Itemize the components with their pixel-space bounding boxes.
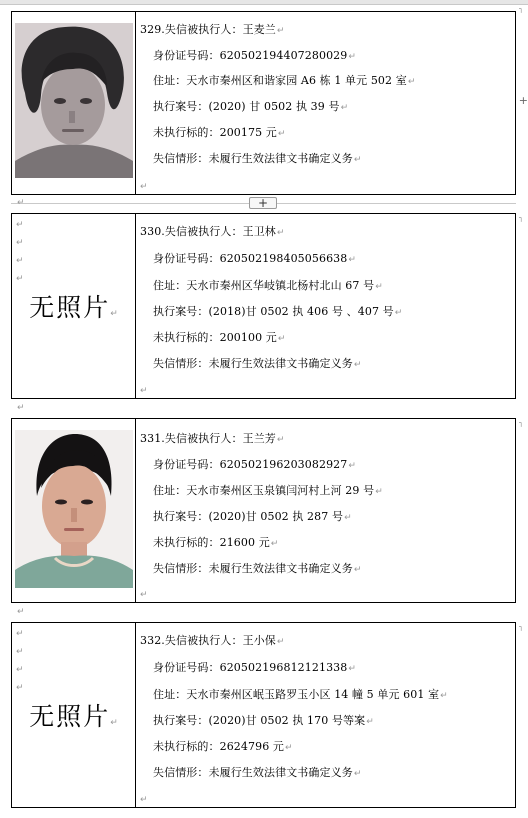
paragraph-mark: ↵ (140, 795, 148, 805)
paragraph-mark: ↵ (16, 629, 24, 639)
unexecuted-amount: 未执行标的：200175 元↵ (153, 126, 286, 139)
record-row (11, 622, 516, 808)
photo-cell (12, 12, 136, 194)
id-number: 身份证号码：620502198405056638↵ (153, 252, 357, 265)
paragraph-mark: ↵ (16, 665, 24, 675)
photo-cell (12, 623, 136, 807)
paragraph-mark: ↵ (16, 274, 24, 284)
paragraph-mark: ↵ (140, 590, 148, 600)
address: 住址：天水市秦州区和谐家园 A6 栋 1 单元 502 室↵ (153, 74, 416, 87)
edge-add-column-icon[interactable]: + (518, 94, 528, 107)
address: 住址：天水市秦州区岷玉路罗玉小区 14 幢 5 单元 601 室↵ (153, 688, 448, 701)
record-row (11, 11, 516, 195)
record-row (11, 213, 516, 399)
table-corner-marker: ┐ (519, 419, 524, 427)
ruler-strip (0, 0, 528, 5)
person-photo (15, 23, 133, 178)
paragraph-mark: ↵ (16, 238, 24, 248)
case-number: 执行案号：(2020)甘 0502 执 287 号↵ (153, 510, 352, 523)
info-cell (136, 214, 515, 398)
record-title: 330.失信被执行人：王卫林↵ (140, 225, 285, 238)
unexecuted-amount: 未执行标的：2624796 元↵ (153, 740, 293, 753)
default-situation: 失信情形：未履行生效法律文书确定义务↵ (153, 152, 362, 165)
table-corner-marker: ┐ (519, 214, 524, 222)
table-corner-marker: ┐ (519, 623, 524, 631)
unexecuted-amount: 未执行标的：21600 元↵ (153, 536, 279, 549)
address: 住址：天水市秦州区华岐镇北杨村北山 67 号↵ (153, 279, 383, 292)
address: 住址：天水市秦州区玉泉镇闫河村上河 29 号↵ (153, 484, 383, 497)
info-cell (136, 623, 515, 807)
paragraph-mark: ↵ (17, 607, 25, 617)
add-row-button[interactable]: + (249, 197, 277, 209)
person-photo (15, 430, 133, 588)
unexecuted-amount: 未执行标的：200100 元↵ (153, 331, 286, 344)
default-situation: 失信情形：未履行生效法律文书确定义务↵ (153, 766, 362, 779)
no-photo-text: 无照片↵ (29, 293, 118, 322)
id-number: 身份证号码：620502196812121338↵ (153, 661, 357, 674)
table-corner-marker: ┐ (519, 5, 524, 13)
paragraph-mark: ↵ (17, 403, 25, 413)
case-number: 执行案号：(2018)甘 0502 执 406 号 、407 号↵ (153, 305, 403, 318)
default-situation: 失信情形：未履行生效法律文书确定义务↵ (153, 562, 362, 575)
id-number: 身份证号码：620502196203082927↵ (153, 458, 357, 471)
case-number: 执行案号：(2020) 甘 0502 执 39 号↵ (153, 100, 349, 113)
record-title: 329.失信被执行人：王麦兰↵ (140, 23, 285, 36)
paragraph-mark: ↵ (17, 198, 25, 208)
paragraph-mark: ↵ (16, 220, 24, 230)
paragraph-mark: ↵ (16, 647, 24, 657)
record-row (11, 418, 516, 603)
no-photo-text: 无照片↵ (29, 702, 118, 731)
paragraph-mark: ↵ (16, 256, 24, 266)
photo-cell (12, 214, 136, 398)
photo-cell (12, 419, 136, 602)
info-cell (136, 12, 515, 194)
paragraph-mark: ↵ (140, 386, 148, 396)
info-cell (136, 419, 515, 602)
paragraph-mark: ↵ (16, 683, 24, 693)
paragraph-mark: ↵ (140, 182, 148, 192)
case-number: 执行案号：(2020)甘 0502 执 170 号等案↵ (153, 714, 374, 727)
record-title: 331.失信被执行人：王兰芳↵ (140, 432, 285, 445)
id-number: 身份证号码：620502194407280029↵ (153, 49, 357, 62)
record-title: 332.失信被执行人：王小保↵ (140, 634, 285, 647)
default-situation: 失信情形：未履行生效法律文书确定义务↵ (153, 357, 362, 370)
